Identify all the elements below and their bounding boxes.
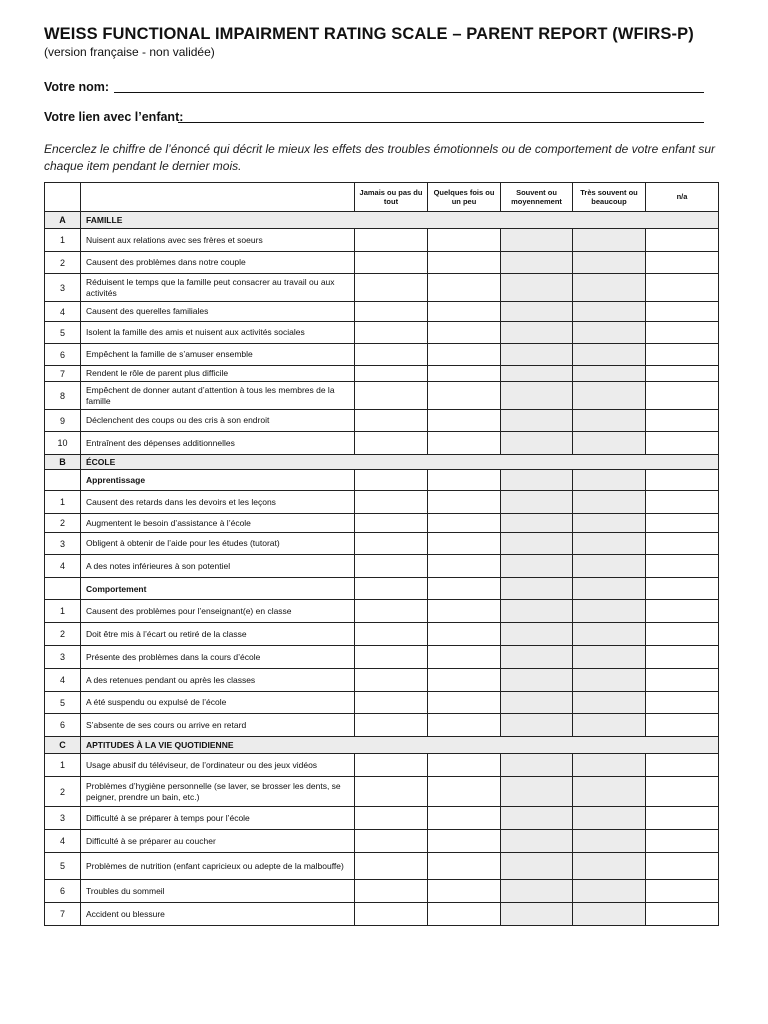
- table-row: [45, 366, 719, 382]
- rating-cell: [573, 470, 646, 491]
- header-num: [45, 183, 81, 212]
- rating-cell[interactable]: [646, 410, 719, 432]
- rating-cell[interactable]: [428, 903, 501, 926]
- header-row: [45, 183, 719, 212]
- item-text: A été suspendu ou expulsé de l’école: [81, 692, 355, 714]
- rating-cell[interactable]: [646, 252, 719, 274]
- rating-cell[interactable]: [501, 880, 573, 903]
- rating-cell[interactable]: [646, 229, 719, 252]
- item-text: Réduisent le temps que la famille peut consacrer au travail ou aux activités: [81, 274, 355, 302]
- table-row: [45, 302, 719, 322]
- rating-cell[interactable]: [646, 432, 719, 455]
- rating-cell[interactable]: [355, 903, 428, 926]
- rating-cell[interactable]: [573, 807, 646, 830]
- item-number: 5: [45, 692, 81, 714]
- rating-cell[interactable]: [501, 322, 573, 344]
- rating-cell[interactable]: [428, 669, 501, 692]
- rating-cell[interactable]: [646, 274, 719, 302]
- rating-cell: [646, 578, 719, 600]
- rating-cell[interactable]: [428, 555, 501, 578]
- instructions: Encerclez le chiffre de l’énoncé qui décrit le mieux les effets des troubles émotionnels ou de comportement de votre enfant sur chaque item pendant le dernier mois.: [44, 142, 716, 173]
- rating-cell[interactable]: [646, 754, 719, 777]
- item-number: 8: [45, 382, 81, 410]
- subheading-comportement: Comportement: [81, 578, 355, 600]
- rating-cell[interactable]: [501, 366, 573, 382]
- rating-cell[interactable]: [646, 533, 719, 555]
- rating-cell[interactable]: [573, 692, 646, 714]
- rating-cell[interactable]: [573, 903, 646, 926]
- rating-cell[interactable]: [646, 807, 719, 830]
- table-row: [45, 600, 719, 623]
- subheading-row: [45, 470, 719, 491]
- col-header-often: Souvent ou moyennement: [501, 183, 573, 212]
- rating-cell[interactable]: [355, 880, 428, 903]
- rating-cell: [646, 470, 719, 491]
- section-row-famille: [45, 212, 719, 229]
- rating-cell[interactable]: [428, 533, 501, 555]
- rating-table: [44, 182, 719, 926]
- item-text: S’absente de ses cours ou arrive en retard: [81, 714, 355, 737]
- rating-cell[interactable]: [355, 714, 428, 737]
- rating-cell[interactable]: [428, 410, 501, 432]
- rating-cell[interactable]: [355, 853, 428, 880]
- table-row: [45, 646, 719, 669]
- section-letter: C: [45, 737, 81, 754]
- rating-cell[interactable]: [428, 600, 501, 623]
- rating-cell[interactable]: [501, 274, 573, 302]
- table-row: [45, 903, 719, 926]
- rating-cell[interactable]: [428, 692, 501, 714]
- rating-cell[interactable]: [573, 853, 646, 880]
- rating-cell[interactable]: [573, 600, 646, 623]
- rating-cell[interactable]: [646, 491, 719, 514]
- rating-cell[interactable]: [355, 410, 428, 432]
- item-number: 3: [45, 533, 81, 555]
- table-row: [45, 880, 719, 903]
- rating-cell: [428, 470, 501, 491]
- table-row: [45, 692, 719, 714]
- table-row: [45, 623, 719, 646]
- rating-cell[interactable]: [428, 514, 501, 533]
- item-text: Nuisent aux relations avec ses frères et soeurs: [81, 229, 355, 252]
- rating-cell[interactable]: [501, 252, 573, 274]
- item-number: 5: [45, 322, 81, 344]
- rating-cell[interactable]: [573, 322, 646, 344]
- rating-cell[interactable]: [573, 274, 646, 302]
- page-title: WEISS FUNCTIONAL IMPAIRMENT RATING SCALE – PARENT REPORT (WFIRS-P): [44, 25, 694, 43]
- rating-cell[interactable]: [501, 229, 573, 252]
- table-row: [45, 382, 719, 410]
- item-text: Empêchent la famille de s’amuser ensemble: [81, 344, 355, 366]
- rating-cell[interactable]: [501, 903, 573, 926]
- rating-cell[interactable]: [355, 669, 428, 692]
- item-number: 1: [45, 754, 81, 777]
- rating-cell[interactable]: [355, 432, 428, 455]
- rating-cell[interactable]: [573, 830, 646, 853]
- rating-cell[interactable]: [573, 880, 646, 903]
- rating-cell[interactable]: [646, 623, 719, 646]
- rating-cell[interactable]: [501, 533, 573, 555]
- rating-cell[interactable]: [646, 853, 719, 880]
- item-number: 10: [45, 432, 81, 455]
- item-text: Déclenchent des coups ou des cris à son endroit: [81, 410, 355, 432]
- col-header-very-often: Très souvent ou beaucoup: [573, 183, 646, 212]
- rating-cell[interactable]: [646, 366, 719, 382]
- rating-cell[interactable]: [501, 754, 573, 777]
- rating-cell[interactable]: [501, 777, 573, 807]
- item-number: 9: [45, 410, 81, 432]
- rating-cell: [428, 578, 501, 600]
- rating-cell[interactable]: [501, 382, 573, 410]
- relation-field[interactable]: [178, 122, 704, 123]
- item-text: Causent des querelles familiales: [81, 302, 355, 322]
- item-number: 4: [45, 830, 81, 853]
- rating-cell[interactable]: [646, 714, 719, 737]
- rating-cell[interactable]: [501, 410, 573, 432]
- relation-label: Votre lien avec l’enfant:: [44, 110, 184, 124]
- item-number: 3: [45, 274, 81, 302]
- rating-cell[interactable]: [501, 623, 573, 646]
- rating-cell[interactable]: [573, 229, 646, 252]
- item-number: 1: [45, 229, 81, 252]
- item-text: A des notes inférieures à son potentiel: [81, 555, 355, 578]
- section-title: APTITUDES À LA VIE QUOTIDIENNE: [81, 737, 719, 754]
- rating-cell[interactable]: [428, 302, 501, 322]
- name-label: Votre nom:: [44, 80, 110, 94]
- item-text: Obligent à obtenir de l’aide pour les études (tutorat): [81, 533, 355, 555]
- rating-cell[interactable]: [646, 903, 719, 926]
- item-number: 3: [45, 807, 81, 830]
- rating-cell[interactable]: [646, 646, 719, 669]
- subheading-row: [45, 578, 719, 600]
- item-text: Causent des retards dans les devoirs et les leçons: [81, 491, 355, 514]
- rating-cell[interactable]: [646, 302, 719, 322]
- rating-cell[interactable]: [573, 555, 646, 578]
- rating-cell: [501, 578, 573, 600]
- rating-cell[interactable]: [646, 692, 719, 714]
- rating-cell[interactable]: [355, 252, 428, 274]
- table-row: [45, 344, 719, 366]
- rating-cell[interactable]: [573, 754, 646, 777]
- col-header-na: n/a: [646, 183, 719, 212]
- rating-cell[interactable]: [646, 669, 719, 692]
- rating-cell[interactable]: [355, 322, 428, 344]
- rating-cell[interactable]: [573, 514, 646, 533]
- col-header-sometimes: Quelques fois ou un peu: [428, 183, 501, 212]
- rating-cell[interactable]: [428, 646, 501, 669]
- rating-cell[interactable]: [573, 252, 646, 274]
- rating-cell[interactable]: [501, 692, 573, 714]
- rating-cell[interactable]: [355, 830, 428, 853]
- rating-cell[interactable]: [573, 491, 646, 514]
- item-text: Présente des problèmes dans la cours d’école: [81, 646, 355, 669]
- item-number: 4: [45, 669, 81, 692]
- rating-cell[interactable]: [646, 555, 719, 578]
- rating-cell[interactable]: [501, 514, 573, 533]
- item-number: 6: [45, 714, 81, 737]
- item-number: 4: [45, 302, 81, 322]
- rating-cell: [501, 470, 573, 491]
- table-row: [45, 322, 719, 344]
- item-number: 3: [45, 646, 81, 669]
- rating-cell[interactable]: [428, 807, 501, 830]
- rating-cell[interactable]: [646, 777, 719, 807]
- item-text: Difficulté à se préparer au coucher: [81, 830, 355, 853]
- item-text: Difficulté à se préparer à temps pour l’école: [81, 807, 355, 830]
- item-number: 2: [45, 623, 81, 646]
- table-row: [45, 714, 719, 737]
- item-text: Problèmes de nutrition (enfant capricieux ou adepte de la malbouffe): [81, 853, 355, 880]
- rating-cell[interactable]: [646, 382, 719, 410]
- rating-cell[interactable]: [428, 274, 501, 302]
- rating-cell[interactable]: [501, 807, 573, 830]
- rating-cell[interactable]: [501, 302, 573, 322]
- rating-cell[interactable]: [573, 669, 646, 692]
- table-row: [45, 669, 719, 692]
- name-field[interactable]: [114, 92, 704, 93]
- rating-cell[interactable]: [428, 229, 501, 252]
- rating-cell[interactable]: [428, 382, 501, 410]
- item-text: Entraînent des dépenses additionnelles: [81, 432, 355, 455]
- rating-cell[interactable]: [573, 382, 646, 410]
- rating-cell: [355, 578, 428, 600]
- rating-cell[interactable]: [355, 646, 428, 669]
- item-text: Causent des problèmes pour l’enseignant(e) en classe: [81, 600, 355, 623]
- rating-cell[interactable]: [428, 777, 501, 807]
- rating-cell[interactable]: [428, 754, 501, 777]
- table-row: [45, 555, 719, 578]
- item-text: Troubles du sommeil: [81, 880, 355, 903]
- section-row-aptitudes: [45, 737, 719, 754]
- rating-cell[interactable]: [573, 366, 646, 382]
- section-letter: B: [45, 455, 81, 470]
- rating-cell[interactable]: [501, 491, 573, 514]
- subheading-num: [45, 578, 81, 600]
- table-row: [45, 830, 719, 853]
- rating-cell[interactable]: [355, 302, 428, 322]
- rating-cell[interactable]: [573, 344, 646, 366]
- item-number: 2: [45, 252, 81, 274]
- subheading-num: [45, 470, 81, 491]
- rating-cell[interactable]: [355, 533, 428, 555]
- table-row: [45, 807, 719, 830]
- rating-cell[interactable]: [501, 646, 573, 669]
- item-text: Rendent le rôle de parent plus difficile: [81, 366, 355, 382]
- rating-cell[interactable]: [355, 382, 428, 410]
- table-row: [45, 754, 719, 777]
- rating-cell[interactable]: [355, 229, 428, 252]
- rating-cell[interactable]: [428, 366, 501, 382]
- subheading-apprentissage: Apprentissage: [81, 470, 355, 491]
- rating-cell[interactable]: [573, 410, 646, 432]
- rating-cell[interactable]: [501, 555, 573, 578]
- section-title: ÉCOLE: [81, 455, 719, 470]
- table-row: [45, 410, 719, 432]
- rating-cell[interactable]: [428, 714, 501, 737]
- rating-cell[interactable]: [573, 646, 646, 669]
- item-number: 1: [45, 491, 81, 514]
- rating-cell[interactable]: [501, 669, 573, 692]
- item-number: 2: [45, 777, 81, 807]
- rating-cell: [355, 470, 428, 491]
- rating-cell[interactable]: [646, 322, 719, 344]
- item-text: Accident ou blessure: [81, 903, 355, 926]
- table-row: [45, 432, 719, 455]
- rating-cell[interactable]: [355, 692, 428, 714]
- rating-cell[interactable]: [355, 754, 428, 777]
- rating-cell[interactable]: [428, 252, 501, 274]
- rating-cell[interactable]: [355, 600, 428, 623]
- item-text: A des retenues pendant ou après les classes: [81, 669, 355, 692]
- rating-cell[interactable]: [355, 514, 428, 533]
- rating-cell[interactable]: [355, 491, 428, 514]
- table-row: [45, 514, 719, 533]
- table-row: [45, 252, 719, 274]
- item-number: 5: [45, 853, 81, 880]
- table-row: [45, 533, 719, 555]
- rating-cell[interactable]: [355, 555, 428, 578]
- table-row: [45, 274, 719, 302]
- rating-cell[interactable]: [428, 623, 501, 646]
- rating-cell[interactable]: [428, 432, 501, 455]
- table-row: [45, 229, 719, 252]
- rating-cell[interactable]: [646, 880, 719, 903]
- rating-cell[interactable]: [501, 432, 573, 455]
- col-header-never: Jamais ou pas du tout: [355, 183, 428, 212]
- table-row: [45, 491, 719, 514]
- item-text: Causent des problèmes dans notre couple: [81, 252, 355, 274]
- rating-cell[interactable]: [573, 432, 646, 455]
- rating-cell[interactable]: [646, 514, 719, 533]
- item-number: 7: [45, 903, 81, 926]
- subtitle: (version française - non validée): [44, 45, 215, 59]
- rating-cell[interactable]: [646, 830, 719, 853]
- rating-cell[interactable]: [355, 777, 428, 807]
- item-number: 4: [45, 555, 81, 578]
- rating-cell[interactable]: [355, 344, 428, 366]
- rating-cell[interactable]: [501, 714, 573, 737]
- rating-cell[interactable]: [573, 714, 646, 737]
- item-number: 2: [45, 514, 81, 533]
- rating-cell[interactable]: [573, 533, 646, 555]
- rating-cell[interactable]: [355, 807, 428, 830]
- rating-cell[interactable]: [428, 322, 501, 344]
- item-text: Usage abusif du téléviseur, de l’ordinateur ou des jeux vidéos: [81, 754, 355, 777]
- rating-cell[interactable]: [428, 853, 501, 880]
- item-number: 7: [45, 366, 81, 382]
- rating-cell[interactable]: [646, 600, 719, 623]
- item-text: Problèmes d’hygiène personnelle (se laver, se brosser les dents, se peigner, prendre un bain, etc.): [81, 777, 355, 807]
- table-row: [45, 853, 719, 880]
- item-number: 6: [45, 344, 81, 366]
- item-text: Empêchent de donner autant d’attention à tous les membres de la famille: [81, 382, 355, 410]
- rating-cell[interactable]: [428, 491, 501, 514]
- rating-cell[interactable]: [501, 600, 573, 623]
- rating-cell[interactable]: [428, 880, 501, 903]
- rating-cell[interactable]: [573, 302, 646, 322]
- item-number: 6: [45, 880, 81, 903]
- item-text: Isolent la famille des amis et nuisent aux activités sociales: [81, 322, 355, 344]
- rating-cell[interactable]: [501, 830, 573, 853]
- rating-cell[interactable]: [428, 344, 501, 366]
- rating-cell[interactable]: [501, 344, 573, 366]
- rating-cell: [573, 578, 646, 600]
- header-item: [81, 183, 355, 212]
- item-text: Augmentent le besoin d’assistance à l’école: [81, 514, 355, 533]
- rating-cell[interactable]: [501, 853, 573, 880]
- rating-cell[interactable]: [355, 623, 428, 646]
- table-row: [45, 777, 719, 807]
- rating-cell[interactable]: [573, 623, 646, 646]
- section-title: FAMILLE: [81, 212, 719, 229]
- rating-cell[interactable]: [573, 777, 646, 807]
- section-letter: A: [45, 212, 81, 229]
- item-number: 1: [45, 600, 81, 623]
- rating-cell[interactable]: [428, 830, 501, 853]
- rating-cell[interactable]: [646, 344, 719, 366]
- rating-cell[interactable]: [355, 366, 428, 382]
- item-text: Doit être mis à l’écart ou retiré de la classe: [81, 623, 355, 646]
- rating-cell[interactable]: [355, 274, 428, 302]
- section-row-ecole: [45, 455, 719, 470]
